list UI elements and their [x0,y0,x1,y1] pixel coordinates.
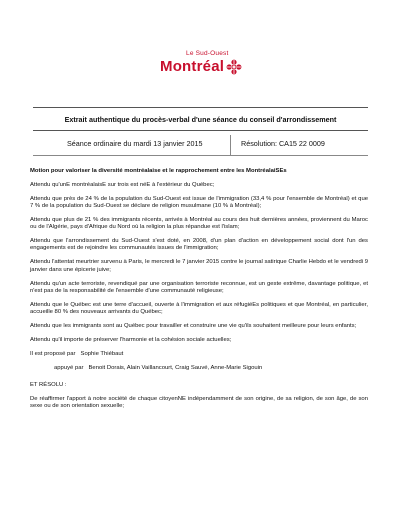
meta-divider [230,135,231,155]
document-title: Extrait authentique du procès-verbal d'une séance du conseil d'arrondissement [33,107,368,131]
resolved-heading: ET RÉSOLU : [30,381,67,388]
paragraph-9: Attendu qu'il importe de préserver l'harmonie et la cohésion sociale actuelles; [30,336,232,343]
logo-subtitle: Le Sud-Ouest [186,50,229,57]
seconder-label: appuyé par [54,364,84,371]
session-date: Séance ordinaire du mardi 13 janvier 2015 [67,139,203,148]
paragraph-7: Attendu que le Québec est une terre d'accueil, ouverte à l'immigration et aux réfugiéEs politiques et que Montréal, en particulier, accueille 80 % des nouveaux arrivants du Québec; [30,301,368,316]
motion-heading: Motion pour valoriser la diversité montréalaise et le rapprochement entre les MontréalaiSEs [30,168,287,174]
resolution-number: Résolution: CA15 22 0009 [241,139,325,148]
paragraph-6: Attendu qu'un acte terroriste, revendiqué par une organisation terroriste reconnue, est un geste extrême, davantage politique, et n'est pas de la responsabilité de l'ensemble d'une communauté religieuse; [30,280,368,294]
paragraph-4: Attendu que l'arrondissement du Sud-Ouest s'est doté, en 2008, d'un plan d'action en développement social dont l'un des engagements est de rejoindre les communautés issues de l'immigration; [30,238,368,252]
final-paragraph: De réaffirmer l'apport à notre société de chaque citoyenNE indépendamment de son origine, de sa religion, de son âge, de son sexe ou de son orientation sexuelle; [30,395,368,410]
proposer-line [30,351,368,358]
montreal-logo [0,50,400,84]
paragraph-1: Attendu qu'unE montréalaisE sur trois est néE à l'extérieur du Québec; [30,181,215,188]
minutes-body [30,168,368,417]
logo-name: Montréal [160,58,225,75]
proposer-label: Il est proposé par [30,350,76,357]
paragraph-8: Attendu que les immigrants sont au Québec pour travailler et construire une vie qu'ils souhaitent meilleure pour leurs enfants; [30,322,357,329]
meeting-info-row [33,135,368,156]
paragraph-2: Attendu que près de 24 % de la population du Sud-Ouest est issue de l'immigration (33,4 % pour l'ensemble de Montréal) et que 7 % de la population du Sud-Ouest se déclare de religion musulmane (10 % à Montréal); [30,195,368,210]
montreal-flower-emblem-icon [226,59,242,75]
seconder-names: Benoit Dorais, Alain Vaillancourt, Craig Sauvé, Anne-Marie Sigouin [88,364,263,371]
paragraph-3: Attendu que plus de 21 % des immigrants récents, arrivés à Montréal au cours des huit dernières années, proviennent du Maroc ou de l'Algérie, pays d'Afrique du Nord où la religion la plus répandue est l'islam; [30,216,368,231]
paragraph-5: Attendu l'attentat meurtrier survenu à Paris, le mercredi le 7 janvier 2015 contre le journal satirique Charlie Hebdo et le vendredi 9 janvier dans une épicerie juive; [30,259,368,273]
proposer-name: Sophie Thiébaut [80,350,124,357]
seconder-line [30,365,368,372]
